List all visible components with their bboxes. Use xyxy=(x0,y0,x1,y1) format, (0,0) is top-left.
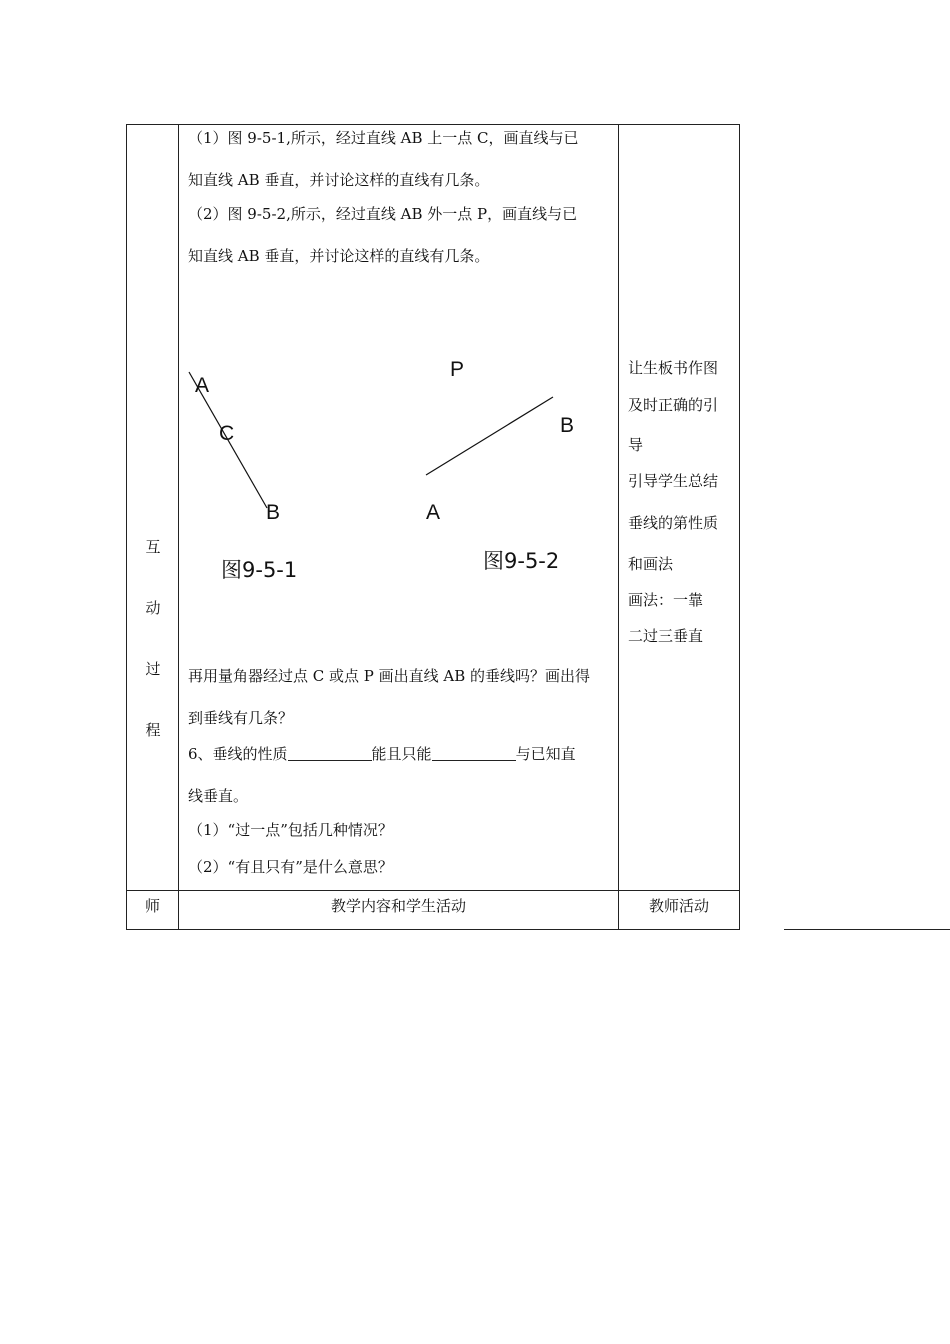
line-ab-figure-2 xyxy=(426,397,553,475)
teacher-note: 垂线的第性质 xyxy=(628,514,719,532)
question-1-line-1: （1）图 9-5-1,所示，经过直线 AB 上一点 C，画直线与已 xyxy=(188,129,579,147)
sub-question-1: （1）“过一点”包括几种情况？ xyxy=(188,821,393,839)
protractor-question-line-1: 再用量角器经过点 C 或点 P 画出直线 AB 的垂线吗？画出得 xyxy=(188,667,591,685)
teacher-note: 和画法 xyxy=(628,555,674,573)
fill-in-blank xyxy=(288,746,372,761)
fill-in-blank xyxy=(432,746,516,761)
protractor-question-line-2: 到垂线有几条？ xyxy=(188,709,294,727)
property-text: 与已知直 xyxy=(515,745,576,763)
section-label-char: 过 xyxy=(145,660,161,678)
point-a-label: A xyxy=(195,374,210,397)
footer-header-teacher-activity: 教师活动 xyxy=(648,897,709,915)
teacher-note: 及时正确的引 xyxy=(628,396,719,414)
point-p-label: P xyxy=(450,358,465,381)
property-text: 能且只能 xyxy=(371,745,432,763)
margin-rule xyxy=(784,929,950,930)
teacher-note: 引导学生总结 xyxy=(628,472,719,490)
teacher-note: 画法：一靠 xyxy=(628,591,704,609)
footer-header-content: 教学内容和学生活动 xyxy=(330,897,466,915)
question-1-line-2: 知直线 AB 垂直，并讨论这样的直线有几条。 xyxy=(188,171,490,189)
section-label-char: 互 xyxy=(145,538,161,556)
point-a-label: A xyxy=(426,501,441,524)
footer-header-teacher-short: 师 xyxy=(144,897,160,915)
section-label-char: 动 xyxy=(145,599,161,617)
point-b-label: B xyxy=(266,501,281,524)
question-2-line-1: （2）图 9-5-2,所示，经过直线 AB 外一点 P，画直线与已 xyxy=(188,205,578,223)
question-2-line-2: 知直线 AB 垂直，并讨论这样的直线有几条。 xyxy=(188,247,490,265)
point-b-label: B xyxy=(560,414,575,437)
figure-caption: 图9-5-2 xyxy=(483,549,560,573)
teacher-note: 让生板书作图 xyxy=(628,359,719,377)
perpendicular-property-line-2: 线垂直。 xyxy=(188,787,249,805)
property-text: 6、垂线的性质 xyxy=(188,745,288,763)
figure-caption: 图9-5-1 xyxy=(221,558,298,582)
point-c-label: C xyxy=(219,422,235,445)
section-label-char: 程 xyxy=(145,721,161,739)
figure-9-5-1 xyxy=(189,372,297,582)
figure-9-5-2 xyxy=(426,358,574,573)
sub-question-2: （2）“有且只有”是什么意思？ xyxy=(188,858,393,876)
teacher-note: 二过三垂直 xyxy=(628,627,704,645)
teacher-note: 导 xyxy=(628,436,644,454)
perpendicular-property-line-1 xyxy=(188,744,613,764)
